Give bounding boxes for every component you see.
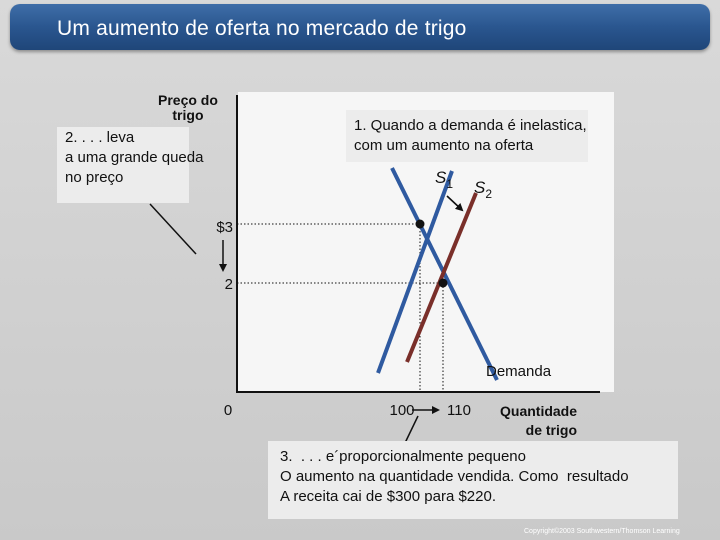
s1-sub: 1 bbox=[446, 177, 454, 191]
y-tick-label-3: $3 bbox=[216, 219, 233, 236]
equilibrium-point-initial bbox=[416, 220, 425, 229]
leader-line-left bbox=[150, 204, 196, 254]
equilibrium-point-new bbox=[439, 279, 448, 288]
s1-main: S bbox=[435, 168, 447, 187]
supply-shift-arrow bbox=[447, 196, 462, 210]
slide-title: Um aumento de oferta no mercado de trigo bbox=[57, 17, 467, 40]
callout-supply-increase: 1. Quando a demanda é inelastica, com um aumento na oferta bbox=[346, 110, 588, 162]
x-tick-label-110: 110 bbox=[447, 402, 471, 419]
s2-main: S bbox=[474, 178, 486, 197]
x-tick-label-0: 0 bbox=[223, 402, 233, 419]
s2-sub: 2 bbox=[485, 187, 493, 201]
x-tick-label-100: 100 bbox=[389, 402, 415, 419]
series-label-demand: Demanda bbox=[486, 363, 552, 380]
leader-line-bottom bbox=[405, 416, 418, 443]
y-axis-label: Preço do trigo bbox=[158, 92, 218, 123]
series-label-s2 bbox=[474, 178, 492, 201]
copyright-notice: Copyright©2003 Southwestern/Thomson Learning bbox=[524, 528, 680, 535]
x-axis-label: Quantidade de trigo bbox=[500, 403, 578, 438]
y-tick-label-2: 2 bbox=[224, 276, 233, 293]
callout-price-drop: 2. . . . leva a uma grande queda no preço bbox=[57, 127, 189, 203]
callout-revenue: 3. . . . e´proporcionalmente pequeno O aumento na quantidade vendida. Como resultado A receita cai de $300 para $220. bbox=[268, 441, 678, 519]
